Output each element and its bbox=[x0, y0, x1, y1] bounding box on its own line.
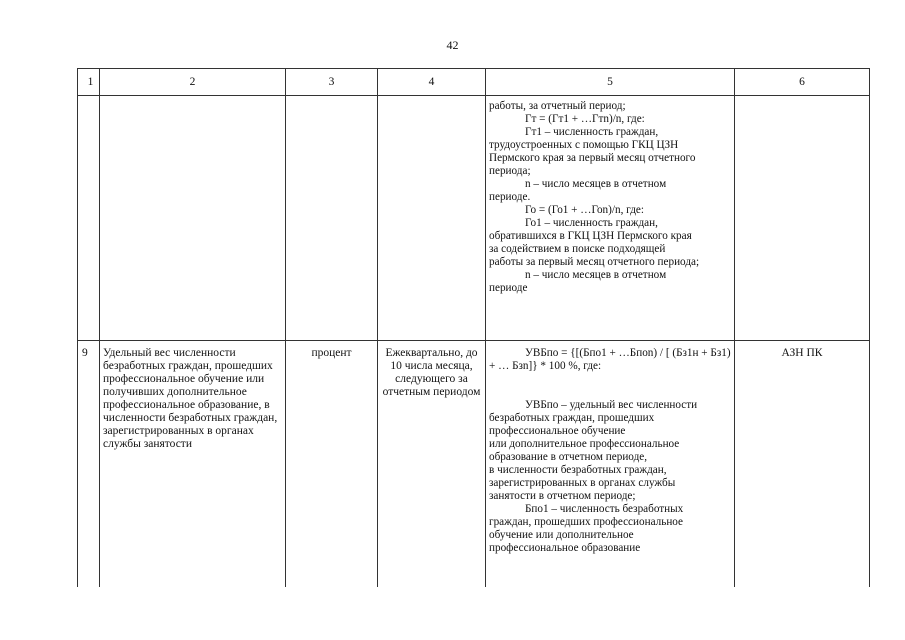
text-line: Пермского края за первый месяц отчетного bbox=[489, 152, 696, 164]
formula-text: УВБпо = {[(Бпо1 + …Бпоn) / [ (Бз1н + Бз1) + … Бзn]} * 100 %, где: bbox=[489, 347, 731, 372]
text-line: периоде bbox=[489, 282, 528, 294]
header-row bbox=[78, 69, 870, 96]
text-line: за содействием в поиске подходящей bbox=[489, 243, 666, 255]
periodicity-cell: Ежеквартально, до 10 числа месяца, следующего за отчетным периодом bbox=[378, 341, 486, 588]
table-row-9 bbox=[78, 341, 870, 588]
text-line: обратившихся в ГКЦ ЦЗН Пермского края bbox=[489, 230, 692, 242]
text-line: Гт = (Гт1 + …Гтn)/n, где: bbox=[525, 113, 645, 125]
text-line: образование в отчетном периоде, bbox=[489, 451, 648, 463]
text-line: граждан, прошедших профессиональное bbox=[489, 516, 684, 528]
text-line: Гт1 – численность граждан, bbox=[525, 126, 659, 138]
text-line: зарегистрированных в органах службы bbox=[489, 477, 676, 489]
header-col-2: 2 bbox=[100, 69, 286, 96]
cell-empty bbox=[286, 96, 378, 341]
cell-empty bbox=[100, 96, 286, 341]
text-line: безработных граждан, прошедших bbox=[489, 412, 655, 424]
row-number: 9 bbox=[78, 341, 100, 588]
page-number: 42 bbox=[446, 38, 459, 52]
text-line: n – число месяцев в отчетном bbox=[525, 178, 667, 190]
formula-cell bbox=[486, 341, 735, 588]
text-line: занятости в отчетном периоде; bbox=[489, 490, 636, 502]
header-col-4: 4 bbox=[378, 69, 486, 96]
text-line: трудоустроенных с помощью ГКЦ ЦЗН bbox=[489, 139, 679, 151]
header-col-6: 6 bbox=[735, 69, 870, 96]
text-line: в численности безработных граждан, bbox=[489, 464, 667, 476]
cell-empty bbox=[378, 96, 486, 341]
unit-cell: процент bbox=[286, 341, 378, 588]
table-row-continuation bbox=[78, 96, 870, 341]
cell-empty bbox=[78, 96, 100, 341]
text-line: или дополнительное профессиональное bbox=[489, 438, 680, 450]
text-line: Го1 – численность граждан, bbox=[525, 217, 658, 229]
continuation-formula-cell bbox=[486, 96, 735, 341]
text-line: Го = (Го1 + …Гоn)/n, где: bbox=[525, 204, 644, 216]
text-line: обучение или дополнительное bbox=[489, 529, 634, 541]
text-line: Бпо1 – численность безработных bbox=[525, 503, 684, 515]
text-line: профессиональное обучение bbox=[489, 425, 626, 437]
text-line: работы, за отчетный период; bbox=[489, 100, 626, 112]
header-col-5: 5 bbox=[486, 69, 735, 96]
header-col-3: 3 bbox=[286, 69, 378, 96]
text-line: профессиональное образование bbox=[489, 542, 641, 554]
cell-empty bbox=[735, 96, 870, 341]
indicator-name-cell: Удельный вес численности безработных граждан, прошедших профессиональное обучение или получивших дополнительное профессиональное образование, в численности безработных граждан, зарегистрированных в органах службы занятости bbox=[100, 341, 286, 588]
text-line: периода; bbox=[489, 165, 531, 177]
text-line: работы за первый месяц отчетного периода; bbox=[489, 256, 700, 268]
indicator-table bbox=[77, 68, 870, 587]
header-col-1: 1 bbox=[78, 69, 100, 96]
spacer bbox=[489, 373, 731, 399]
responsible-cell: АЗН ПК bbox=[735, 341, 870, 588]
text-line: n – число месяцев в отчетном bbox=[525, 269, 667, 281]
definition-lines bbox=[489, 399, 731, 555]
text-line: периоде. bbox=[489, 191, 531, 203]
text-line: УВБпо – удельный вес численности bbox=[525, 399, 698, 411]
